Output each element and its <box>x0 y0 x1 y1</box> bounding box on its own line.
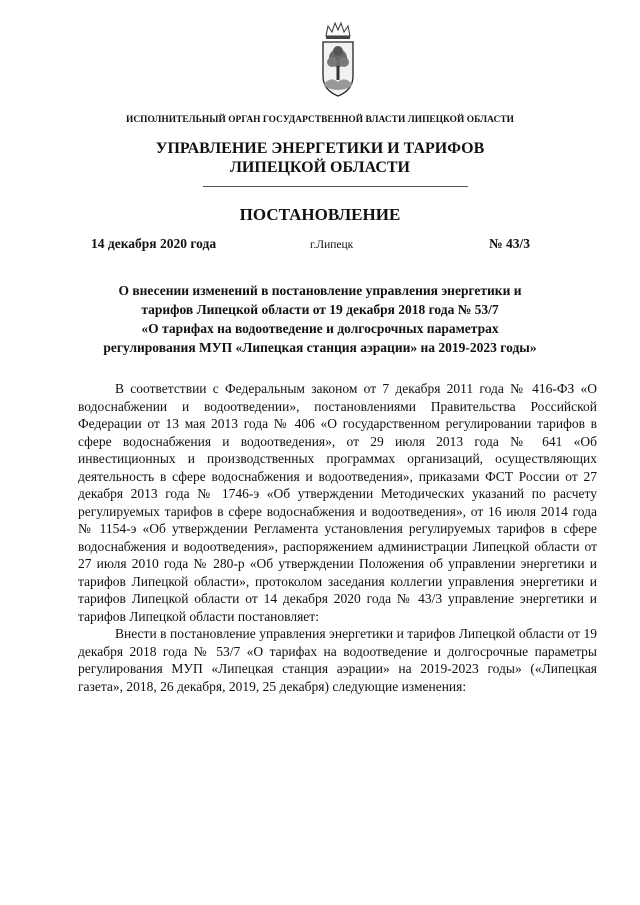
document-number: № 43/3 <box>489 236 530 251</box>
document-date: 14 декабря 2020 года <box>91 236 217 251</box>
department-line-2: ЛИПЕЦКОЙ ОБЛАСТИ <box>230 159 410 176</box>
document-city: г.Липецк <box>310 239 354 251</box>
body-paragraph-2: Внести в постановление управления энергетики и тарифов Липецкой области от 19 декабря 2018 года № 53/7 «О тарифах на водоотведение и долгосрочные параметры регулирования МУП «Липецкая станция аэрации» на 2019-2023 годы» («Липецкая газета», 2018, 26 декабря, 2019, 25 декабря) следующие изменения: <box>78 626 597 694</box>
subject-line-2: тарифов Липецкой области от 19 декабря 2018 года № 53/7 <box>141 302 499 317</box>
issuing-authority: ИСПОЛНИТЕЛЬНЫЙ ОРГАН ГОСУДАРСТВЕННОЙ ВЛАСТИ ЛИПЕЦКОЙ ОБЛАСТИ <box>126 115 514 125</box>
document-body <box>78 380 597 695</box>
document-subject <box>0 281 640 357</box>
header-divider <box>203 186 468 187</box>
subject-line-4: регулирования МУП «Липецкая станция аэрации» на 2019-2023 годы» <box>103 340 537 355</box>
subject-line-1: О внесении изменений в постановление управления энергетики и <box>118 283 522 298</box>
department-line-1: УПРАВЛЕНИЕ ЭНЕРГЕТИКИ И ТАРИФОВ <box>155 140 485 157</box>
body-paragraph-1: В соответствии с Федеральным законом от 7 декабря 2011 года № 416-ФЗ «О водоснабжении и водоотведении», постановлениями Правительства Российской Федерации от 13 мая 2013 года № 406 «О государственном регулировании тарифов в сфере водоснабжения и водоотведения», от 29 июля 2013 года № 641 «Об инвестиционных и производственных программах организаций, осуществляющих деятельность в сфере водоснабжения и водоотведения», приказами ФСТ России от 27 декабря 2013 года № 1746-э «Об утверждении Методических указаний по расчету регулируемых тарифов в сфере водоснабжения и водоотведения», от 16 июля 2014 года № 1154-э «Об утверждении Регламента установления регулируемых тарифов в сфере водоснабжения и водоотведения», распоряжением администрации Липецкой области от 27 июля 2010 года № 280-р «Об утверждении Положения об управлении энергетики и тарифов Липецкой области», протоколом заседания коллегии управления энергетики и тарифов Липецкой области от 14 декабря 2020 года № 43/3 управление энергетики и тарифов Липецкой области постановляет: <box>78 381 597 624</box>
department-name <box>0 139 640 177</box>
lipetsk-coat-of-arms-icon <box>318 20 358 100</box>
subject-line-3: «О тарифах на водоотведение и долгосрочных параметрах <box>141 321 499 336</box>
document-type: ПОСТАНОВЛЕНИЕ <box>239 205 401 224</box>
